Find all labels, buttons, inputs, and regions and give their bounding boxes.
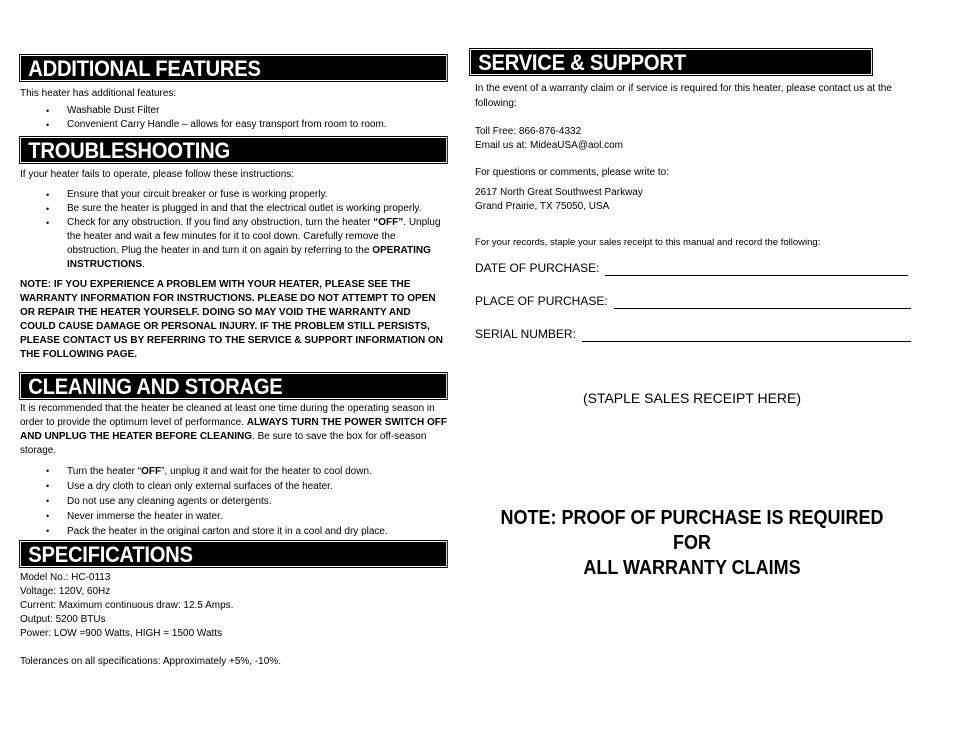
additional-features-section	[20, 55, 448, 132]
spec-line: Output: 5200 BTUs	[20, 614, 106, 625]
proof-line-2: ALL WARRANTY CLAIMS	[583, 557, 801, 579]
item-bold: OPERATING INSTRUCTIONS	[67, 245, 431, 270]
place-of-purchase-field[interactable]	[470, 293, 914, 309]
proof-line-1: NOTE: PROOF OF PURCHASE IS REQUIRED FOR	[500, 507, 884, 554]
list-item: • Ensure that your circuit breaker or fuse is working properly.	[20, 188, 448, 202]
item-text: ”, unplug it and wait for the heater to cool down.	[161, 466, 372, 477]
item-text: .	[142, 259, 145, 270]
item-bold: OFF	[141, 466, 162, 477]
date-of-purchase-field[interactable]	[470, 260, 914, 276]
date-of-purchase-line[interactable]	[605, 262, 908, 276]
records-instruction: For your records, staple your sales receipt to this manual and record the following:	[475, 237, 821, 248]
spec-line: Power: LOW =900 Watts, HIGH = 1500 Watts	[20, 628, 223, 639]
staple-receipt-area: (STAPLE SALES RECEIPT HERE)	[582, 390, 802, 406]
intro-text: It is recommended that the heater be cleaned at least one time during the operating season in order to provide the optimum level of performance.	[20, 403, 435, 428]
list-item: • Do not use any cleaning agents or detergents.	[20, 494, 448, 509]
address-line-1: 2617 North Great Southwest Parkway	[475, 187, 643, 198]
list-item: • Convenient Carry Handle – allows for easy transport from room to room.	[20, 118, 448, 132]
intro-text: . Be sure to save the box for off-season storage.	[20, 431, 427, 456]
spec-line: Model No.: HC-0113	[20, 572, 111, 583]
troubleshooting-intro: If your heater fails to operate, please follow these instructions:	[20, 169, 295, 180]
place-of-purchase-label: PLACE OF PURCHASE:	[475, 294, 608, 308]
email: Email us at: MideaUSA@aol.com	[475, 140, 623, 151]
address-line-2: Grand Prairie, TX 75050, USA	[475, 201, 610, 212]
place-of-purchase-line[interactable]	[614, 295, 911, 309]
item-bold: “OFF”	[373, 217, 404, 228]
additional-features-heading: ADDITIONAL FEATURES	[20, 55, 447, 81]
list-item	[20, 216, 448, 272]
spec-tolerances: Tolerances on all specifications: Approximately +5%, -10%.	[20, 656, 281, 667]
list-item: • Washable Dust Filter	[20, 104, 448, 118]
troubleshooting-heading: TROUBLESHOOTING	[20, 137, 447, 163]
toll-free: Toll Free: 866-876-4332	[475, 126, 582, 137]
service-heading: SERVICE & SUPPORT	[470, 49, 872, 75]
service-intro: In the event of a warranty claim or if service is required for this heater, please contact us at the following:	[475, 83, 892, 109]
troubleshooting-note: NOTE: IF YOU EXPERIENCE A PROBLEM WITH YOUR HEATER, PLEASE SEE THE WARRANTY INFORMATION FOR INSTRUCTIONS. PLEASE DO NOT ATTEMPT TO OPEN OR REPAIR THE HEATER YOURSELF. DOING SO MAY VOID THE WARRANTY AND COULD CAUSE DAMAGE OR PERSONAL INJURY. IF THE PROBLEM STILL PERSISTS, PLEASE CONTACT US BY REFERRING TO THE SERVICE & SUPPORT INFORMATION ON THE FOLLOWING PAGE.	[20, 279, 443, 360]
list-item: • Be sure the heater is plugged in and that the electrical outlet is working properly.	[20, 202, 448, 216]
intro-bold: ALWAYS TURN THE POWER SWITCH OFF AND UNPLUG THE HEATER BEFORE CLEANING	[20, 417, 447, 442]
list-item: • Pack the heater in the original carton and store it in a cool and dry place.	[20, 524, 448, 539]
serial-number-field[interactable]	[470, 326, 914, 342]
troubleshooting-section	[20, 137, 448, 362]
item-text: . Unplug the heater and wait a few minutes for it to cool down. Carefully remove the obstruction. Plug the heater in and turn it on again by referring to the	[67, 217, 441, 256]
date-of-purchase-label: DATE OF PURCHASE:	[475, 261, 600, 275]
list-item: • Use a dry cloth to clean only external surfaces of the heater.	[20, 479, 448, 494]
serial-number-line[interactable]	[582, 328, 911, 342]
cleaning-heading: CLEANING AND STORAGE	[20, 373, 447, 399]
list-item: • Never immerse the heater in water.	[20, 509, 448, 524]
cleaning-intro	[20, 402, 448, 458]
cleaning-list	[20, 464, 448, 539]
serial-number-label: SERIAL NUMBER:	[475, 327, 576, 341]
additional-features-list	[20, 104, 448, 132]
item-text: Check for any obstruction. If you find any obstruction, turn the heater	[67, 217, 374, 228]
write-intro: For questions or comments, please write to:	[475, 167, 669, 178]
spec-line: Current: Maximum continuous draw: 12.5 Amps.	[20, 600, 234, 611]
item-text: Turn the heater “	[67, 466, 142, 477]
specifications-section	[20, 541, 448, 669]
spec-line: Voltage: 120V, 60Hz	[20, 586, 111, 597]
troubleshooting-list	[20, 188, 448, 272]
service-section	[470, 49, 914, 581]
cleaning-section	[20, 373, 448, 539]
specifications-heading: SPECIFICATIONS	[20, 541, 447, 567]
proof-of-purchase-note	[492, 506, 892, 581]
list-item	[20, 464, 448, 479]
additional-features-intro: This heater has additional features:	[20, 88, 177, 99]
